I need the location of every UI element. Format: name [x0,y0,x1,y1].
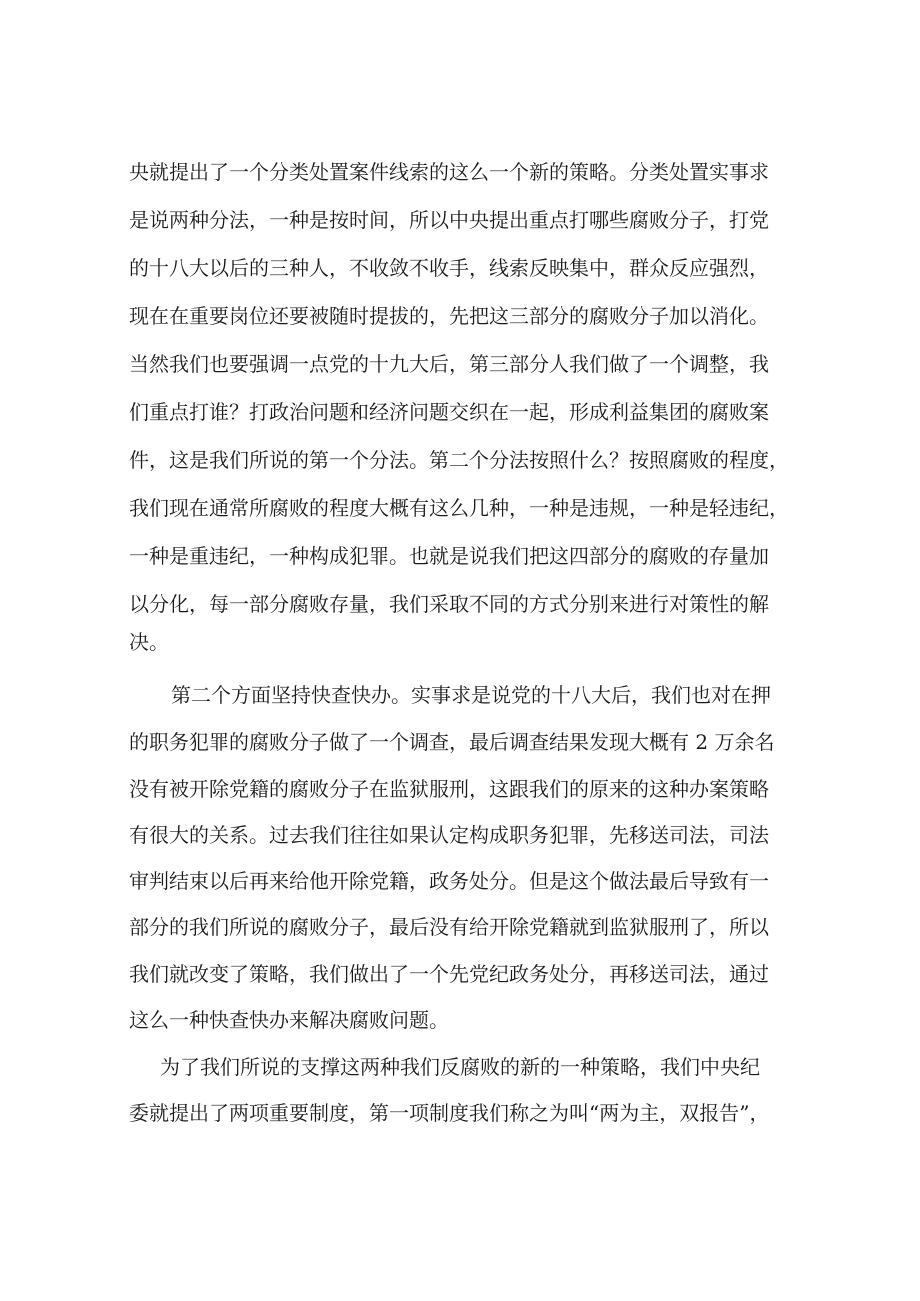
paragraph-2-line-2: 的职务犯罪的腐败分子做了一个调查，最后调查结果发现大概有 2 万余名 [129,730,775,754]
paragraph-1-line-10: 以分化，每一部分腐败存量，我们采取不同的方式分别来进行对策性的解 [129,592,769,616]
paragraph-3-line-2: 委就提出了两项重要制度，第一项制度我们称之为叫“两为主，双报告”， [129,1101,770,1125]
paragraph-2-line-8: 这么一种快查快办来解决腐败问题。 [129,1008,449,1032]
paragraph-1-line-9: 一种是重违纪，一种构成犯罪。也就是说我们把这四部分的腐败的存量加 [129,544,769,568]
paragraph-3-line-1: 为了我们所说的支撑这两种我们反腐败的新的一种策略，我们中央纪 [160,1055,760,1079]
paragraph-1-line-5: 当然我们也要强调一点党的十九大后，第三部分人我们做了一个调整，我 [129,352,769,376]
paragraph-2-line-1: 第二个方面坚持快查快办。实事求是说党的十八大后，我们也对在押 [171,683,771,707]
paragraph-1-line-1: 央就提出了一个分类处置案件线索的这么一个新的策略。分类处置实事求 [129,160,769,184]
paragraph-1-line-6: 们重点打谁？打政治问题和经济问题交织在一起，形成利益集团的腐败案 [129,400,769,424]
paragraph-1-line-11: 决。 [129,630,169,654]
paragraph-1-line-8: 我们现在通常所腐败的程度大概有这么几种，一种是违规，一种是轻违纪， [129,496,789,520]
paragraph-2-line-5: 审判结束以后再来给他开除党籍，政务处分。但是这个做法最后导致有一 [129,869,769,893]
paragraph-1-line-3: 的十八大以后的三种人，不收敛不收手，线索反映集中，群众反应强烈， [129,256,769,280]
paragraph-2-line-4: 有很大的关系。过去我们往往如果认定构成职务犯罪，先移送司法，司法 [129,823,769,847]
paragraph-2-line-7: 我们就改变了策略，我们做出了一个先党纪政务处分，再移送司法，通过 [129,962,769,986]
paragraph-1-line-2: 是说两种分法，一种是按时间，所以中央提出重点打哪些腐败分子，打党 [129,208,769,232]
paragraph-2-line-3: 没有被开除党籍的腐败分子在监狱服刑，这跟我们的原来的这种办案策略 [129,777,769,801]
paragraph-2-line-6: 部分的我们所说的腐败分子，最后没有给开除党籍就到监狱服刑了，所以 [129,915,769,939]
paragraph-1-line-4: 现在在重要岗位还要被随时提拔的，先把这三部分的腐败分子加以消化。 [129,304,769,328]
paragraph-1-line-7: 件，这是我们所说的第一个分法。第二个分法按照什么？按照腐败的程度， [129,448,789,472]
